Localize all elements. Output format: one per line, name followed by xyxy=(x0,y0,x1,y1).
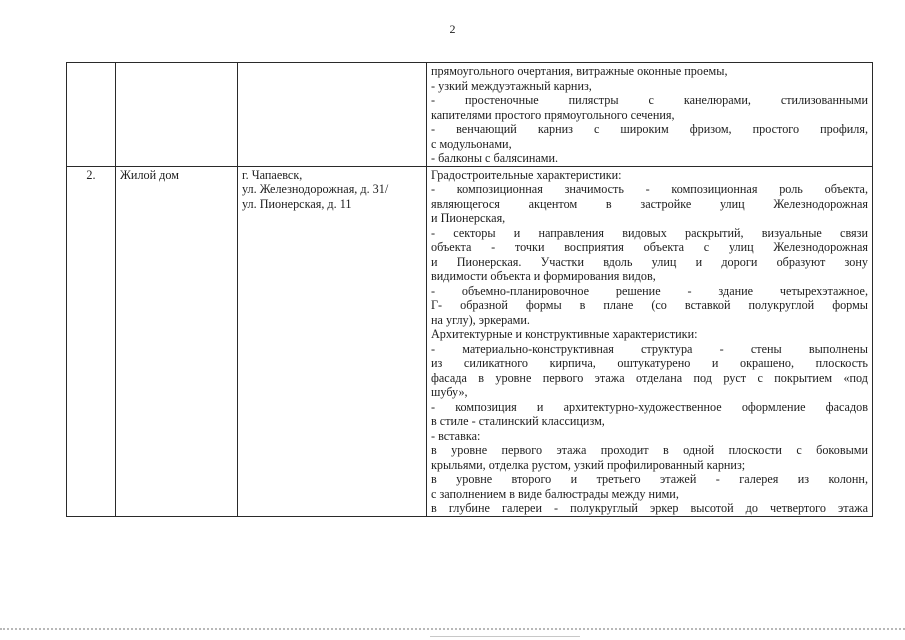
description-line: в глубине галереи - полукруглый эркер высотой до четвертого этажа xyxy=(431,501,868,515)
description-line: Градостроительные характеристики: xyxy=(431,167,622,182)
description-line: объекта - точки восприятия объекта с улиц Железнодорожная xyxy=(431,240,868,254)
table-body xyxy=(67,63,873,517)
object-name-cell: Жилой дом xyxy=(116,166,238,516)
description-line: крыльями, отделка рустом, узкий профилированный карниз; xyxy=(431,457,746,472)
page-number: 2 xyxy=(449,22,456,36)
row-number-cell xyxy=(67,63,116,167)
description-line: в стиле - сталинский классицизм, xyxy=(431,414,605,428)
description-line: фасада в уровне первого этажа отделана под руст с покрытием «под xyxy=(431,370,868,385)
address-line: ул. Пионерская, д. 11 xyxy=(242,196,352,211)
description-line: с модульонами, xyxy=(431,136,512,151)
description-line: - объемно-планировочное решение - здание четырехэтажное, xyxy=(431,283,868,298)
footer-line xyxy=(430,636,580,637)
object-name-cell xyxy=(116,63,238,167)
description-line: на углу), эркерами. xyxy=(431,312,530,327)
description-line: - материально-конструктивная структура - стены выполнены xyxy=(431,341,868,356)
description-line: и Пионерская, xyxy=(431,211,506,225)
description-line: Г- образной формы в плане (со вставкой полукруглой формы xyxy=(431,298,868,312)
description-line: - простеночные пилястры с канелюрами, стилизованными xyxy=(431,93,868,107)
description-line: в уровне первого этажа проходит в одной плоскости с боковыми xyxy=(431,443,868,457)
description-line: - композиционная значимость - композиционная роль объекта, xyxy=(431,182,868,196)
description-line: - секторы и направления видовых раскрытий, визуальные связи xyxy=(431,225,868,240)
address-cell xyxy=(238,166,427,516)
description-line: являющегося акцентом в застройке улиц Железнодорожная xyxy=(431,196,868,211)
table-row xyxy=(67,166,873,516)
description-line: в уровне второго и третьего этажей - галерея из колонн, xyxy=(431,472,868,486)
description-line: Архитектурные и конструктивные характеристики: xyxy=(431,327,698,341)
description-line: - композиция и архитектурно-художественное оформление фасадов xyxy=(431,399,868,414)
description-cell xyxy=(427,166,873,516)
table-row xyxy=(67,63,873,167)
row-number-cell: 2. xyxy=(67,166,116,516)
description-line: с заполнением в виде балюстрады между ними, xyxy=(431,486,679,501)
description-line: - венчающий карниз с широким фризом, простого профиля, xyxy=(431,122,868,136)
description-line: - балконы с балясинами. xyxy=(431,151,559,165)
description-line: - вставка: xyxy=(431,428,481,443)
address-line: г. Чапаевск, xyxy=(242,167,303,182)
description-cell xyxy=(427,63,873,167)
page-bottom-edge xyxy=(0,628,905,630)
description-line: из силикатного кирпича, оштукатурено и окрашено, плоскость xyxy=(431,356,868,370)
address-cell xyxy=(238,63,427,167)
description-line: прямоугольного очертания, витражные оконные проемы, xyxy=(431,64,728,78)
heritage-objects-table xyxy=(66,62,873,517)
description-line: и Пионерская. Участки вдоль улиц и дороги образуют зону xyxy=(431,254,868,269)
description-line: видимости объекта и формирования видов, xyxy=(431,269,656,283)
description-line: - узкий междуэтажный карниз, xyxy=(431,78,592,93)
description-line: капителями простого прямоугольного сечения, xyxy=(431,107,675,122)
address-line: ул. Железнодорожная, д. 31/ xyxy=(242,182,389,196)
description-line: шубу», xyxy=(431,385,468,399)
